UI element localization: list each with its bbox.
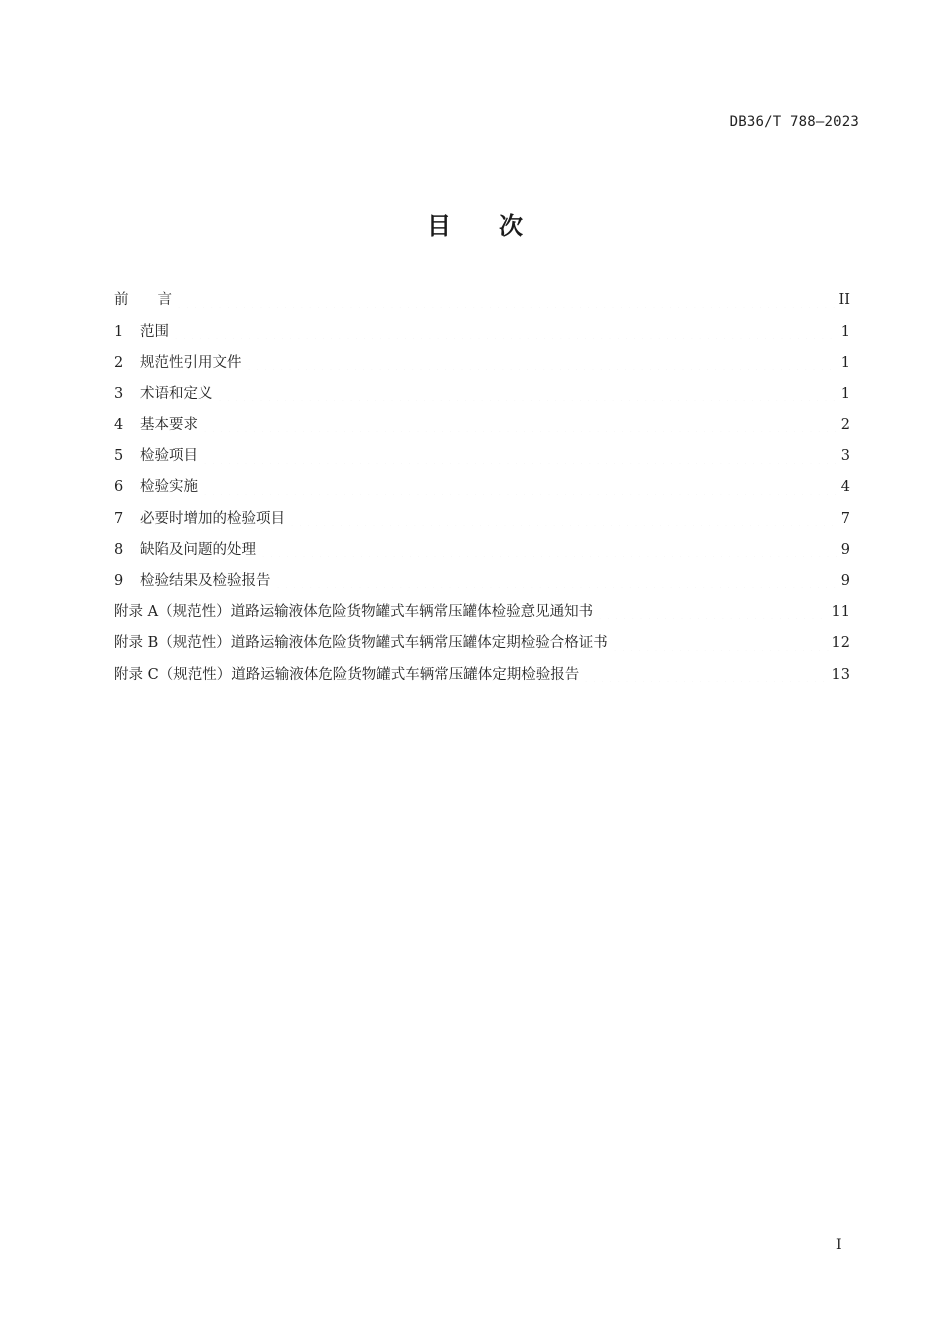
- toc-entry-page: 7: [840, 510, 850, 527]
- toc-list: [114, 285, 850, 690]
- toc-leader-dots: [582, 672, 828, 682]
- toc-entry-page: II: [838, 292, 850, 309]
- toc-entry-page: 9: [840, 541, 850, 558]
- toc-entry-number: 7: [114, 510, 124, 527]
- toc-title: [0, 206, 950, 241]
- toc-leader-dots: [201, 485, 838, 495]
- document-code: DB36/T 788—2023: [729, 114, 859, 130]
- toc-entry-label: 基本要求: [140, 417, 198, 434]
- toc-entry-label: 术语和定义: [140, 385, 213, 402]
- toc-leader-dots: [288, 516, 838, 526]
- toc-entry-1[interactable]: [114, 316, 850, 347]
- toc-entry-8[interactable]: [114, 535, 850, 566]
- toc-entry-page: 1: [840, 385, 850, 402]
- toc-entry-page: 3: [840, 448, 850, 465]
- toc-entry-foreword[interactable]: [114, 285, 850, 316]
- toc-entry-label: 附录 B（规范性）道路运输液体危险货物罐式车辆常压罐体定期检验合格证书: [114, 635, 608, 652]
- toc-entry-label: 前 言: [114, 292, 172, 309]
- toc-entry-number: 4: [114, 417, 124, 434]
- toc-entry-label: 检验项目: [140, 448, 198, 465]
- toc-entry-appendix-b[interactable]: [114, 628, 850, 659]
- toc-leader-dots: [245, 360, 838, 370]
- toc-leader-dots: [216, 391, 838, 401]
- toc-leader-dots: [201, 454, 838, 464]
- toc-leader-dots: [201, 422, 838, 432]
- toc-entry-page: 13: [831, 666, 850, 683]
- toc-leader-dots: [274, 578, 838, 588]
- toc-entry-page: 1: [840, 323, 850, 340]
- toc-entry-number: 3: [114, 385, 124, 402]
- toc-entry-page: 2: [840, 417, 850, 434]
- toc-entry-7[interactable]: [114, 503, 850, 534]
- toc-entry-9[interactable]: [114, 566, 850, 597]
- toc-entry-label: 缺陷及问题的处理: [140, 541, 256, 558]
- toc-entry-page: 4: [840, 479, 850, 496]
- toc-title-part2: 次: [499, 212, 523, 240]
- toc-entry-page: 9: [840, 573, 850, 590]
- toc-entry-5[interactable]: [114, 441, 850, 472]
- toc-entry-6[interactable]: [114, 472, 850, 503]
- toc-entry-3[interactable]: [114, 379, 850, 410]
- page-number: I: [836, 1237, 842, 1253]
- toc-entry-label: 附录 A（规范性）道路运输液体危险货物罐式车辆常压罐体检验意见通知书: [114, 604, 594, 621]
- toc-entry-label: 附录 C（规范性）道路运输液体危险货物罐式车辆常压罐体定期检验报告: [114, 666, 580, 683]
- toc-title-part1: 目: [427, 212, 451, 240]
- toc-leader-dots: [175, 298, 836, 308]
- toc-entry-number: 6: [114, 479, 124, 496]
- toc-entry-page: 12: [831, 635, 850, 652]
- toc-entry-number: 1: [114, 323, 124, 340]
- toc-entry-number: 2: [114, 354, 124, 371]
- toc-entry-appendix-c[interactable]: [114, 659, 850, 690]
- toc-entry-page: 11: [831, 604, 850, 621]
- toc-entry-number: 5: [114, 448, 124, 465]
- toc-entry-number: 9: [114, 573, 124, 590]
- toc-entry-appendix-a[interactable]: [114, 597, 850, 628]
- toc-entry-4[interactable]: [114, 410, 850, 441]
- toc-entry-label: 检验实施: [140, 479, 198, 496]
- toc-entry-label: 检验结果及检验报告: [140, 573, 271, 590]
- toc-entry-label: 范围: [140, 323, 169, 340]
- toc-leader-dots: [596, 609, 828, 619]
- toc-leader-dots: [611, 641, 829, 651]
- toc-entry-2[interactable]: [114, 347, 850, 378]
- toc-entry-page: 1: [840, 354, 850, 371]
- toc-entry-label: 规范性引用文件: [140, 354, 242, 371]
- toc-leader-dots: [259, 547, 838, 557]
- toc-leader-dots: [172, 329, 838, 339]
- toc-entry-number: 8: [114, 541, 124, 558]
- toc-entry-label: 必要时增加的检验项目: [140, 510, 285, 527]
